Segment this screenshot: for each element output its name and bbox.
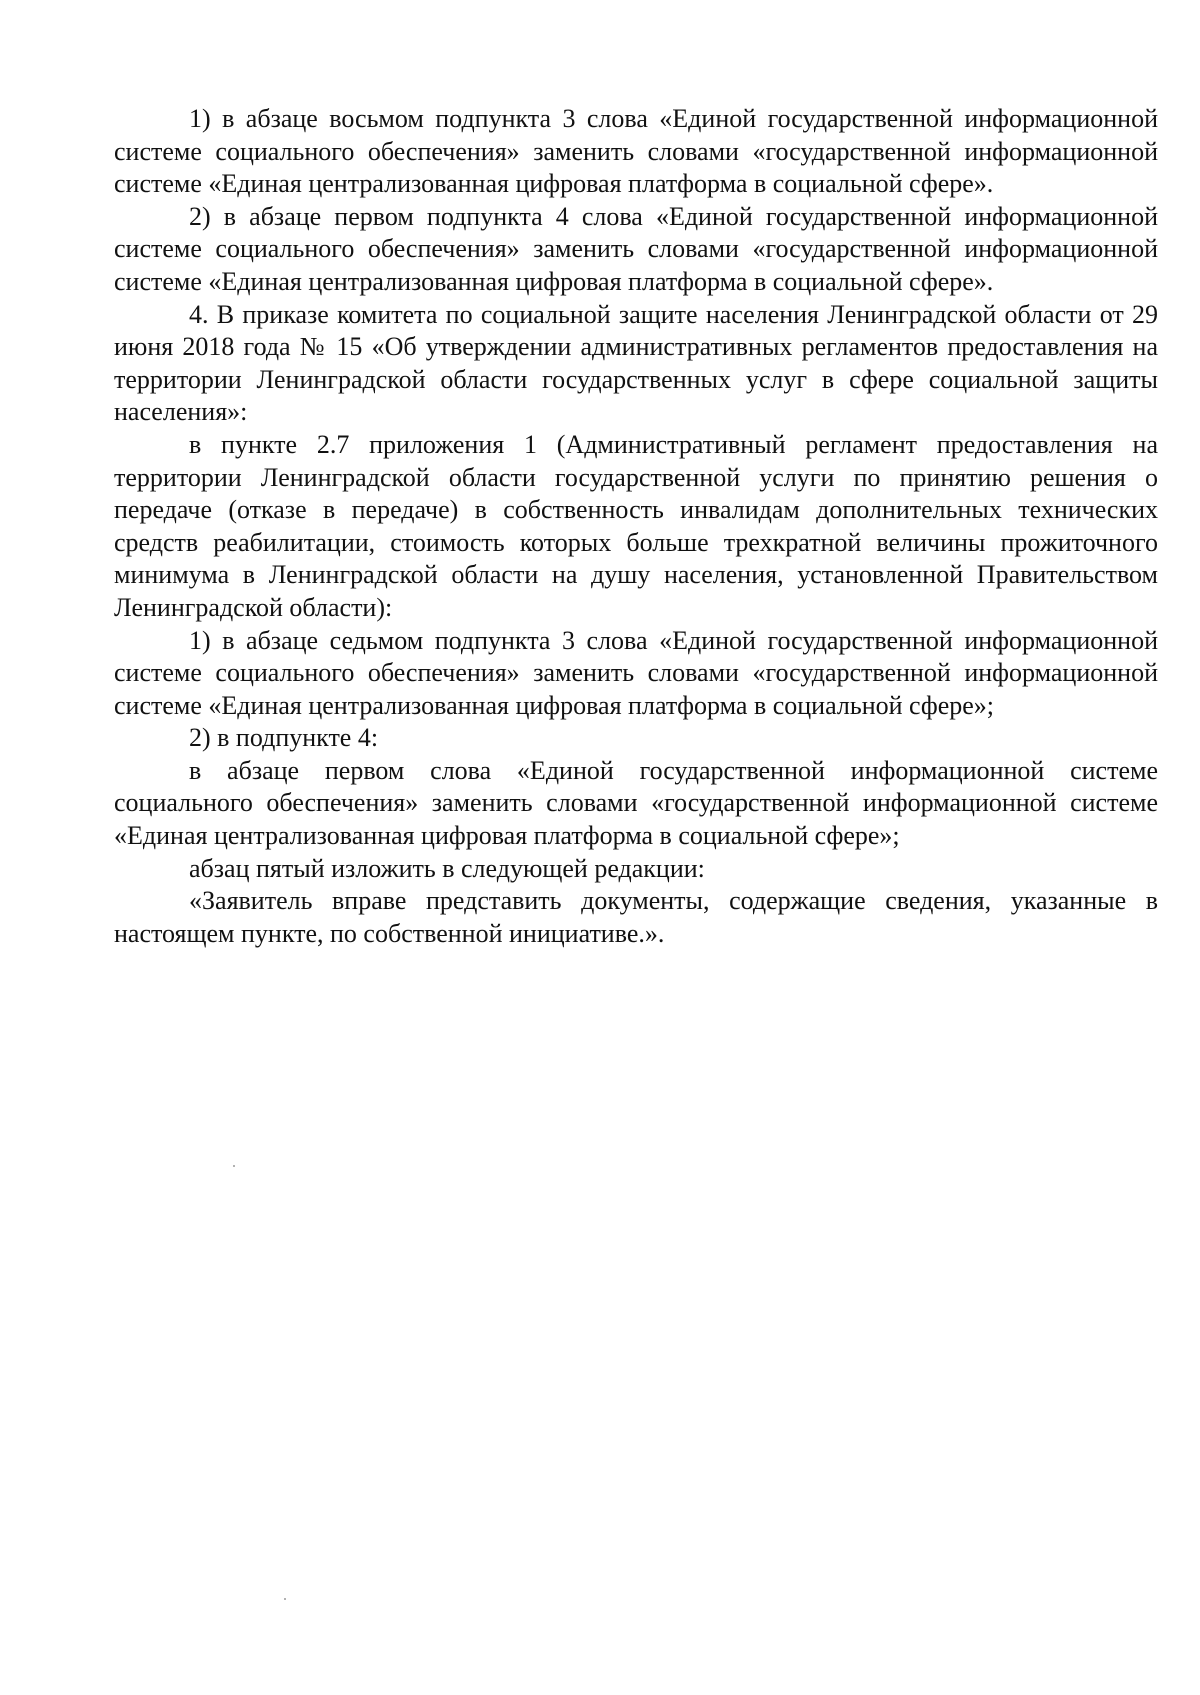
paragraph-4: в пункте 2.7 приложения 1 (Административный регламент предоставления на территории Ленинградской области государственной услуги по принятию решения о передаче (отказе в передаче) в собственность инвалидам дополнительных технических средств реабилитации, стоимость которых больше трехкратной величины прожиточного минимума в Ленинградской области на душу населения, установленной Правительством Ленинградской области):	[114, 429, 1158, 622]
document-body	[114, 103, 1158, 950]
paragraph-1: 1) в абзаце восьмом подпункта 3 слова «Единой государственной информационной системе социального обеспечения» заменить словами «государственной информационной системе «Единая централизованная цифровая платформа в социальной сфере».	[114, 104, 1158, 199]
paragraph-2: 2) в абзаце первом подпункта 4 слова «Единой государственной информационной системе социального обеспечения» заменить словами «государственной информационной системе «Единая централизованная цифровая платформа в социальной сфере».	[114, 201, 1158, 296]
paragraph-3: 4. В приказе комитета по социальной защите населения Ленинградской области от 29 июня 2018 года № 15 «Об утверждении административных регламентов предоставления на территории Ленинградской области государственных услуг в сфере социальной защиты населения»:	[114, 299, 1158, 427]
paragraph-9: «Заявитель вправе представить документы, содержащие сведения, указанные в настоящем пункте, по собственной инициативе.».	[114, 886, 1158, 948]
scan-artifact	[284, 1598, 286, 1600]
paragraph-5: 1) в абзаце седьмом подпункта 3 слова «Единой государственной информационной системе социального обеспечения» заменить словами «государственной информационной системе «Единая централизованная цифровая платформа в социальной сфере»;	[114, 625, 1158, 720]
scan-artifact	[233, 1165, 235, 1167]
paragraph-7: в абзаце первом слова «Единой государственной информационной системе социального обеспечения» заменить словами «государственной информационной системе «Единая централизованная цифровая платформа в социальной сфере»;	[114, 755, 1158, 851]
paragraph-6: 2) в подпункте 4:	[189, 723, 379, 753]
paragraph-8: абзац пятый изложить в следующей редакции:	[189, 853, 705, 883]
